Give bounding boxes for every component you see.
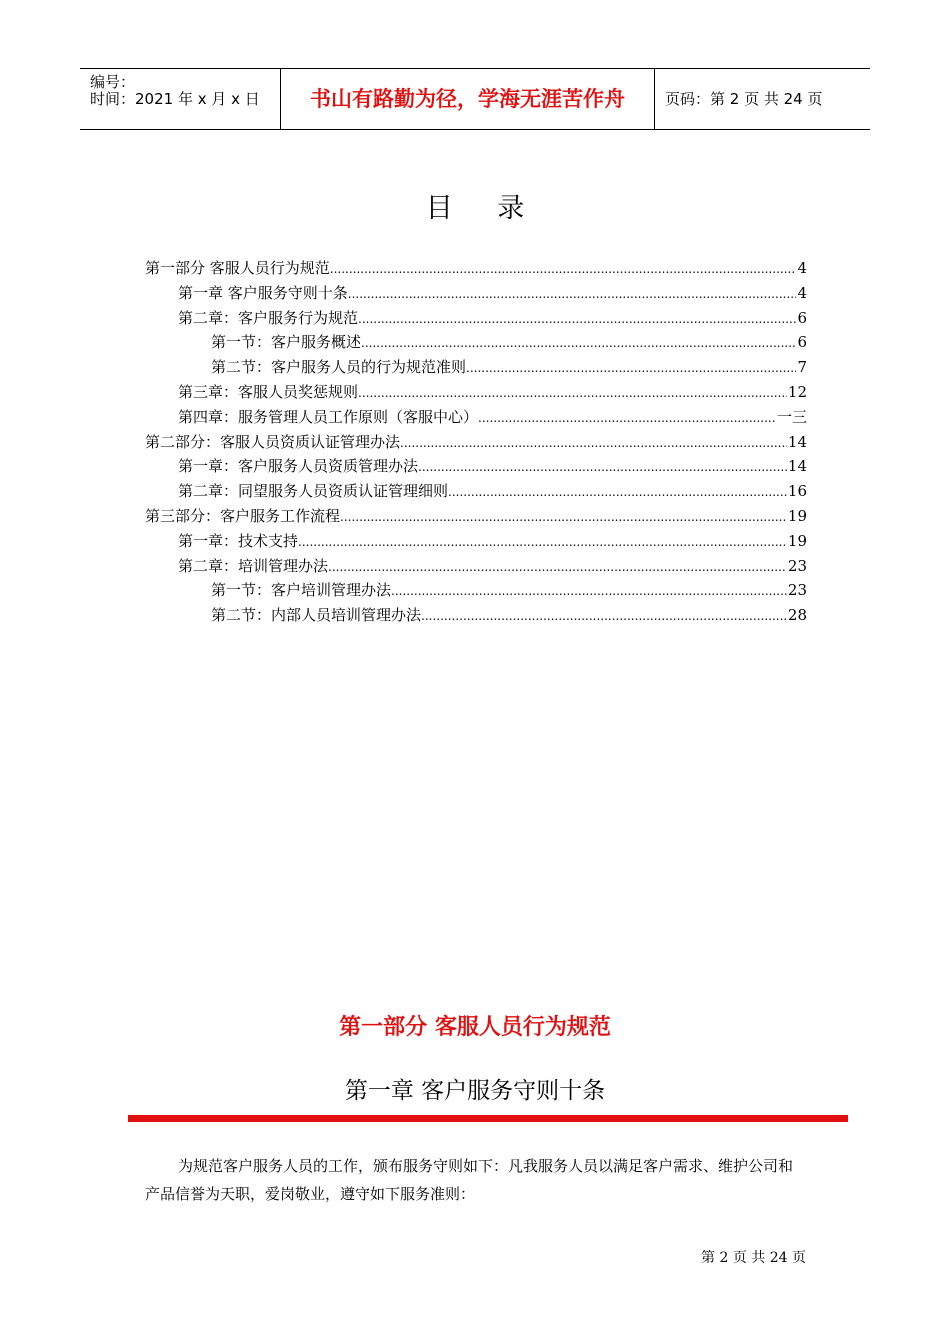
header-meta-cell	[80, 69, 281, 129]
toc-entry[interactable]	[145, 479, 807, 504]
toc-entry-text: 第一章：客户服务人员资质管理办法	[178, 457, 419, 476]
toc-entry-text: 第二章：同望服务人员资质认证管理细则	[178, 482, 449, 501]
toc-entry-text: 第二节：内部人员培训管理办法	[211, 606, 422, 625]
toc-entry-page: 6	[797, 333, 807, 352]
toc-entry-page: 14	[787, 457, 807, 476]
page-header	[80, 68, 870, 130]
toc-entry[interactable]	[145, 330, 807, 355]
toc-entry[interactable]	[145, 603, 807, 628]
toc-entry[interactable]	[145, 380, 807, 405]
toc-entry-page: 23	[787, 581, 807, 600]
toc-entry[interactable]	[145, 256, 807, 281]
toc-entry[interactable]	[145, 578, 807, 603]
intro-paragraph: 为规范客户服务人员的工作，颁布服务守则如下：凡我服务人员以满足客户需求、维护公司和产品信誉为天职，爱岗敬业，遵守如下服务准则：	[145, 1157, 794, 1203]
toc-entry[interactable]	[145, 405, 807, 430]
toc-entry-text: 第一章 客户服务守则十条	[178, 283, 348, 302]
toc-entry-page: 6	[797, 308, 807, 327]
toc-entry[interactable]	[145, 430, 807, 455]
toc-entry[interactable]	[145, 281, 807, 306]
toc-title: 目 录	[425, 193, 543, 224]
chapter-title: 第一章 客户服务守则十条	[344, 1078, 606, 1104]
toc-entry-page: 19	[787, 506, 807, 525]
toc-entry-page: 12	[787, 382, 807, 401]
toc-entry-text: 第二节：客户服务人员的行为规范准则	[211, 358, 467, 377]
page-footer: 第 2 页 共 24 页	[701, 1250, 806, 1266]
toc-entry-text: 第三部分：客户服务工作流程	[145, 506, 341, 525]
toc-entry-text: 第二部分：客服人员资质认证管理办法	[145, 432, 401, 451]
table-of-contents	[145, 256, 807, 628]
toc-entry[interactable]	[145, 306, 807, 331]
toc-entry-text: 第四章：服务管理人员工作原则（客服中心）	[178, 407, 479, 426]
toc-entry-page: 16	[787, 482, 807, 501]
red-divider	[128, 1115, 848, 1122]
toc-entry-page: 4	[797, 259, 807, 277]
document-number-label: 编号：	[90, 73, 136, 91]
toc-entry-text: 第二章：培训管理办法	[178, 556, 329, 575]
toc-entry-page: 一三	[776, 407, 807, 426]
toc-entry-page: 4	[797, 283, 807, 302]
toc-entry-page: 19	[787, 531, 807, 550]
toc-entry-text: 第一节：客户培训管理办法	[211, 581, 392, 600]
toc-entry[interactable]	[145, 529, 807, 554]
toc-entry-page: 7	[797, 358, 807, 377]
toc-entry-page: 28	[787, 606, 807, 625]
toc-entry[interactable]	[145, 504, 807, 529]
toc-entry-text: 第三章：客服人员奖惩规则	[178, 382, 359, 401]
toc-entry[interactable]	[145, 554, 807, 579]
toc-entry-text: 第一章：技术支持	[178, 531, 299, 550]
toc-entry[interactable]	[145, 454, 807, 479]
section-title: 第一部分 客服人员行为规范	[339, 1015, 611, 1040]
toc-entry-page: 23	[787, 556, 807, 575]
toc-entry-text: 第一部分 客服人员行为规范	[145, 259, 330, 277]
toc-entry[interactable]	[145, 355, 807, 380]
toc-entry-text: 第二章：客户服务行为规范	[178, 308, 359, 327]
header-page-info: 页码：第 2 页 共 24 页	[665, 90, 823, 108]
document-time-label: 时间：2021 年 x 月 x 日	[90, 90, 260, 108]
toc-entry-page: 14	[787, 432, 807, 451]
header-motto: 书山有路勤为径，学海无涯苦作舟	[281, 69, 655, 129]
toc-entry-text: 第一节：客户服务概述	[211, 333, 362, 352]
